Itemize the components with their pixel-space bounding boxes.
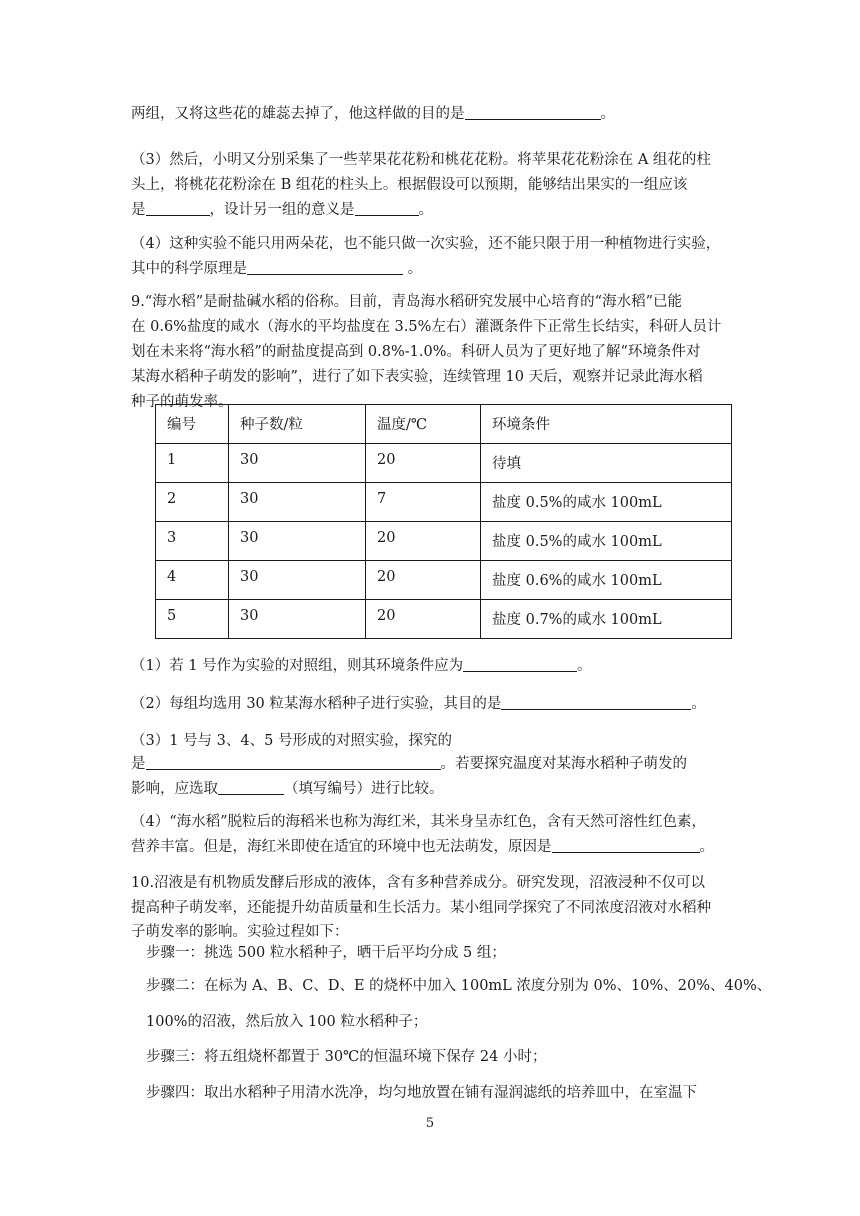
table-cell: 30 [229, 600, 366, 639]
q8-line-purpose [131, 104, 731, 124]
table-cell: 30 [229, 483, 366, 522]
q10-step2-line1: 步骤二：在标为 A、B、C、D、E 的烧杯中加入 100mL 浓度分别为 0%、10%、20%、40%、 [146, 978, 772, 994]
q8-p3-text-a: 是 [131, 202, 146, 218]
q10-intro-line1: 10.沼液是有机物质发酵后形成的液体，含有多种营养成分。研究发现，沼液浸种不仅可以 [131, 875, 706, 891]
table-cell: 20 [366, 444, 481, 483]
q9-intro-line2: 在 0.6%盐度的咸水（海水的平均盐度在 3.5%左右）灌溉条件下正常生长结实，科研人员计 [131, 319, 722, 335]
table-cell: 30 [229, 522, 366, 561]
table-cell: 4 [156, 561, 229, 600]
answer-blank [355, 201, 419, 216]
q8-p4-text-b: 。 [403, 261, 423, 277]
table-cell: 2 [156, 483, 229, 522]
q9-p4-line1: （4）“海水稻”脱粒后的海稻米也称为海红米，其米身呈赤红色，含有天然可溶性红色素， [131, 814, 707, 830]
q9-p2-line [131, 694, 731, 714]
q9-p3-line3 [131, 779, 731, 799]
table-cell: 盐度 0.6%的咸水 100mL [481, 561, 732, 600]
q8-p3-line3 [131, 200, 731, 220]
table-cell: 盐度 0.7%的咸水 100mL [481, 600, 732, 639]
q8-p4-line2 [131, 259, 731, 279]
table-header-cell: 种子数/粒 [229, 405, 366, 444]
q9-intro-line4: 某海水稻种子萌发的影响”，进行了如下表实验，连续管理 10 天后，观察并记录此海水稻 [131, 369, 703, 385]
q8-p3-line2: 头上，将桃花花粉涂在 B 组花的柱头上。根据假设可以预期，能够结出果实的一组应该 [131, 177, 688, 193]
q9-p1-text: （1）若 1 号作为实验的对照组，则其环境条件应为 [131, 658, 464, 674]
q9-p1-line [131, 656, 731, 676]
answer-blank [146, 201, 210, 216]
q10-step3: 步骤三：将五组烧杯都置于 30℃的恒温环境下保存 24 小时； [146, 1049, 547, 1065]
table-row [156, 561, 732, 600]
table-cell: 1 [156, 444, 229, 483]
answer-blank [463, 657, 577, 672]
q9-p3-text-a: 是 [131, 756, 146, 772]
table-header-cell: 环境条件 [481, 405, 732, 444]
answer-blank [146, 755, 441, 770]
q10-intro-line2: 提高种子萌发率，还能提升幼苗质量和生长活力。某小组同学探究了不同浓度沼液对水稻种 [131, 900, 711, 916]
q10-step2-line2: 100%的沼液，然后放入 100 粒水稻种子； [146, 1014, 428, 1030]
q9-p4-end: 。 [699, 839, 714, 855]
table-cell: 7 [366, 483, 481, 522]
seed-germination-table [155, 404, 732, 639]
q9-p2-end: 。 [691, 696, 706, 712]
table-cell: 5 [156, 600, 229, 639]
table-cell: 30 [229, 444, 366, 483]
table-cell: 20 [366, 600, 481, 639]
q8-p3-text-b: ，设计另一组的意义是 [209, 202, 355, 218]
q10-step1: 步骤一：挑选 500 粒水稻种子，晒干后平均分成 5 组； [146, 945, 506, 961]
q9-p4-line2 [131, 837, 731, 857]
q9-intro-line1: 9.“海水稻”是耐盐碱水稻的俗称。目前，青岛海水稻研究发展中心培育的“海水稻”已能 [131, 294, 682, 310]
q9-p3-line1: （3）1 号与 3、4、5 号形成的对照实验，探究的 [131, 733, 452, 749]
table-cell: 3 [156, 522, 229, 561]
q9-p3-text-d: （填写编号）进行比较。 [284, 781, 444, 797]
q9-intro-line5: 种子的萌发率。 [131, 394, 233, 410]
table-row [156, 444, 732, 483]
q9-intro-line3: 划在未来将“海水稻”的耐盐度提高到 0.8%-1.0%。科研人员为了更好地了解“环境条件对 [131, 344, 701, 360]
table-cell: 20 [366, 522, 481, 561]
answer-blank [501, 695, 691, 710]
q9-p3-line2 [131, 754, 731, 774]
table-row [156, 522, 732, 561]
q9-p1-end: 。 [577, 658, 592, 674]
q9-p2-text: （2）每组均选用 30 粒某海水稻种子进行实验，其目的是 [131, 696, 502, 712]
table-row [156, 600, 732, 639]
q10-step4: 步骤四：取出水稻种子用清水洗净，均匀地放置在铺有湿润滤纸的培养皿中，在室温下 [146, 1085, 697, 1101]
q8-p3-line1: （3）然后，小明又分别采集了一些苹果花花粉和桃花花粉。将苹果花花粉涂在 A 组花的柱 [131, 152, 711, 168]
answer-blank [218, 780, 284, 795]
q10-intro-line3: 子萌发率的影响。实验过程如下： [131, 924, 349, 940]
q9-p3-text-b: 。若要探究温度对某海水稻种子萌发的 [440, 756, 687, 772]
table-header-cell: 编号 [156, 405, 229, 444]
table-header-cell: 温度/℃ [366, 405, 481, 444]
q9-p3-text-c: 影响，应选取 [131, 781, 218, 797]
table-row [156, 483, 732, 522]
table-cell: 待填 [481, 444, 732, 483]
q8-purpose-text: 两组，又将这些花的雄蕊去掉了，他这样做的目的是 [131, 106, 465, 122]
q8-purpose-end: 。 [600, 106, 615, 122]
q8-p4-line1: （4）这种实验不能只用两朵花，也不能只做一次实验，还不能只限于用一种植物进行实验， [131, 236, 721, 252]
answer-blank [247, 260, 403, 275]
table-cell: 盐度 0.5%的咸水 100mL [481, 483, 732, 522]
table-header-row [156, 405, 732, 444]
page-number: 5 [425, 1116, 435, 1131]
answer-blank [465, 105, 601, 120]
table-cell: 盐度 0.5%的咸水 100mL [481, 522, 732, 561]
table-cell: 20 [366, 561, 481, 600]
q9-p4-text: 营养丰富。但是，海红米即使在适宜的环境中也无法萌发，原因是 [131, 839, 552, 855]
table-cell: 30 [229, 561, 366, 600]
q8-p3-text-c: 。 [418, 202, 433, 218]
answer-blank [552, 838, 700, 853]
q8-p4-text-a: 其中的科学原理是 [131, 261, 247, 277]
